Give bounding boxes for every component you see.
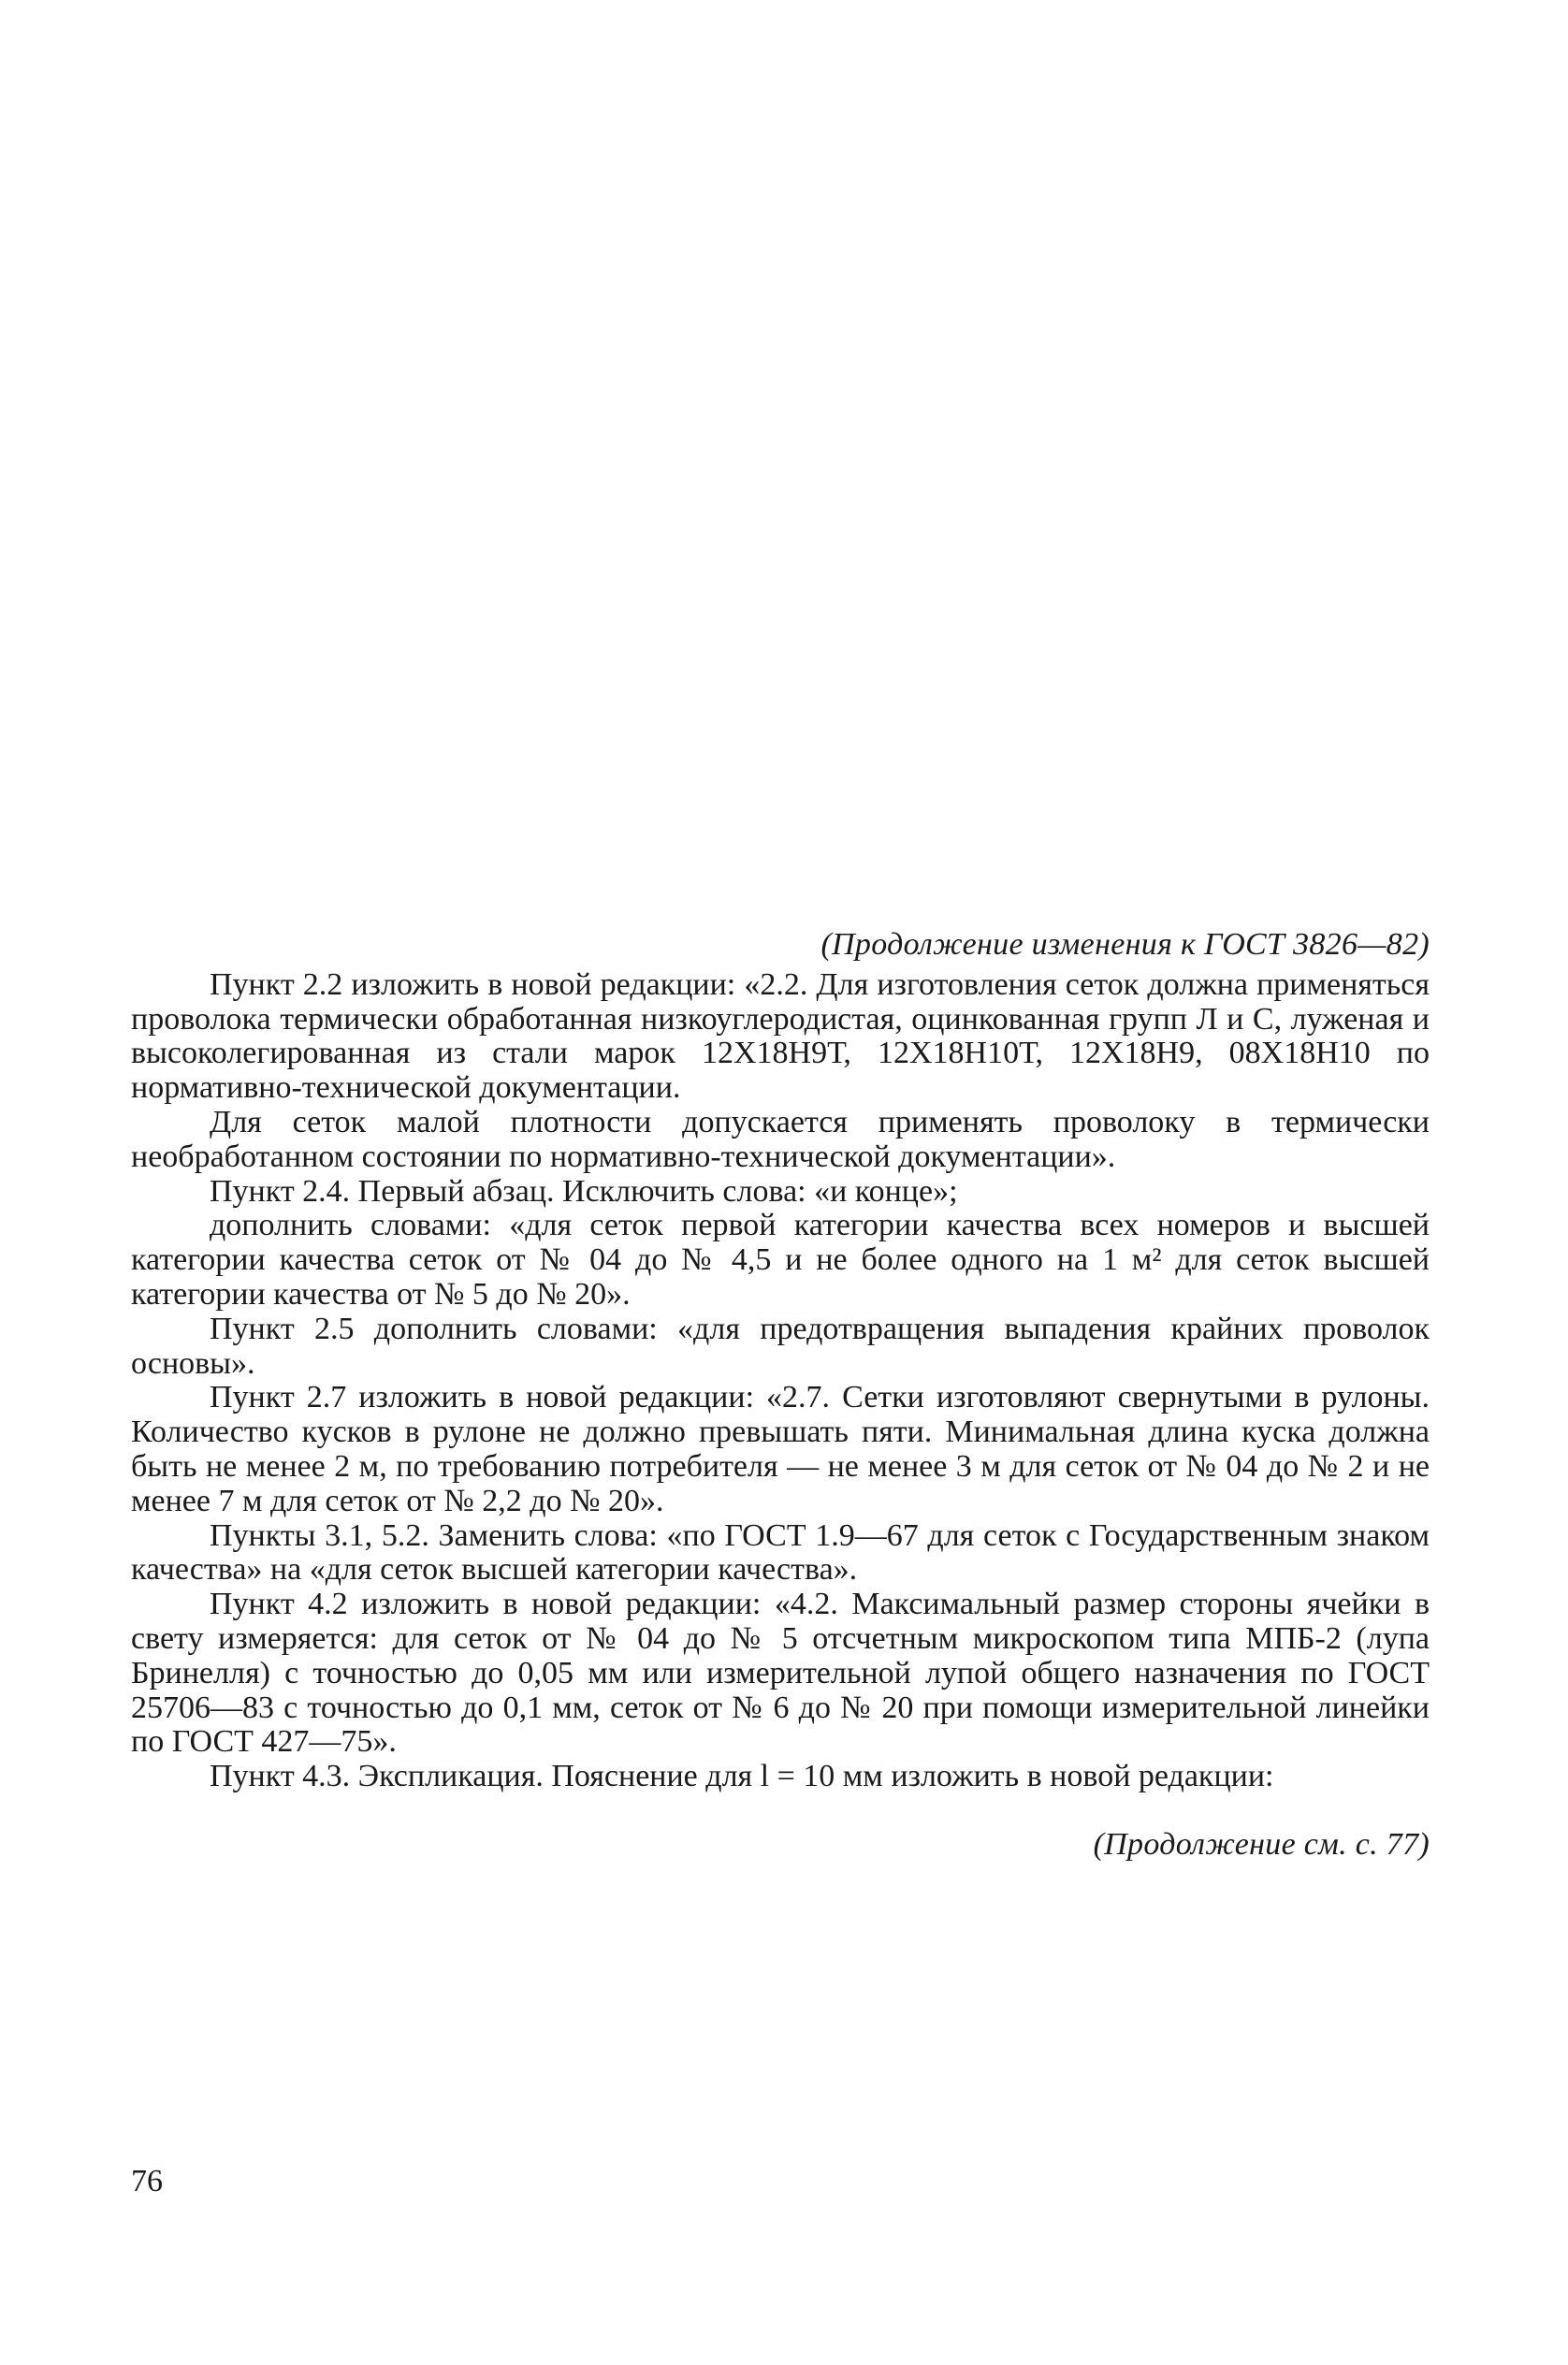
paragraph-item-2-7: Пункт 2.7 изложить в новой редакции: «2.7. Сетки изготовляют свернутыми в рулоны. Количество кусков в рулоне не должно превышать пяти. Минимальная длина куска должна быть не менее 2 м, по требованию потребителя — не менее 3 м для сеток от № 04 до № 2 и не менее 7 м для сеток от № 2,2 до № 20». — [131, 1380, 1430, 1518]
paragraph-items-3-1-5-2: Пункты 3.1, 5.2. Заменить слова: «по ГОСТ 1.9—67 для сеток с Государственным знаком качества» на «для сеток высшей категории качества». — [131, 1517, 1430, 1588]
paragraph-item-2-4: Пункт 2.4. Первый абзац. Исключить слова: «и конце»; — [210, 1173, 958, 1209]
paragraph-item-2-5: Пункт 2.5 дополнить словами: «для предотвращения выпадения крайних проволок основы». — [131, 1311, 1430, 1381]
paragraph-item-2-4-addition: дополнить словами: «для сеток первой категории качества всех номеров и высшей категории качества сеток от № 04 до № 4,5 и не более одного на 1 м² для сеток высшей категории качества от № 5 до № 20». — [131, 1208, 1430, 1312]
paragraph-item-4-2: Пункт 4.2 изложить в новой редакции: «4.2. Максимальный размер стороны ячейки в свету измеряется: для сеток от № 04 до № 5 отсчетным микроскопом типа МПБ-2 (лупа Бринелля) с точностью до 0,05 мм или измерительной лупой общего назначения по ГОСТ 25706—83 с точностью до 0,1 мм, сеток от № 6 до № 20 при помощи измерительной линейки по ГОСТ 427—75». — [131, 1587, 1430, 1760]
continuation-header: (Продолжение изменения к ГОСТ 3826—82) — [820, 927, 1430, 962]
paragraph-low-density: Для сеток малой плотности допускается применять проволоку в термически необработанном состоянии по нормативно-технической документации». — [131, 1104, 1430, 1174]
continuation-footer: (Продолжение см. с. 77) — [1093, 1826, 1430, 1862]
page-number: 76 — [131, 2164, 163, 2198]
paragraph-item-2-2: Пункт 2.2 изложить в новой редакции: «2.2. Для изготовления сеток должна применяться проволока термически обработанная низкоуглеродистая, оцинкованная групп Л и С, луженая и высоколегированная из стали марок 12Х18Н9Т, 12Х18Н10Т, 12Х18Н9, 08Х18Н10 по нормативно-технической документации. — [131, 966, 1430, 1106]
document-body — [131, 928, 1430, 1863]
paragraph-item-4-3: Пункт 4.3. Экспликация. Пояснение для l = 10 мм изложить в новой редакции: — [210, 1759, 1274, 1794]
